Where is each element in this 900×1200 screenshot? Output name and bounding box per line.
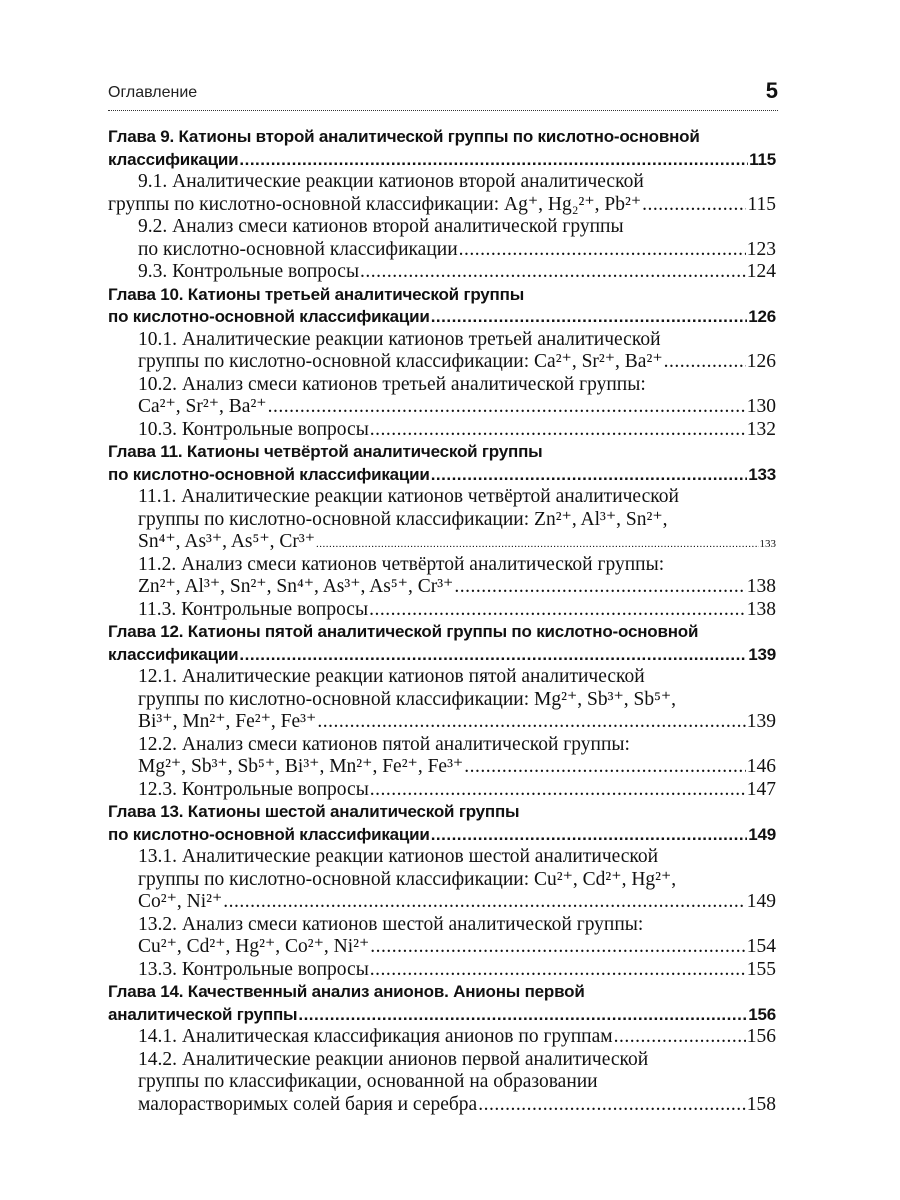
section-title: малорастворимых солей бария и серебра xyxy=(138,1093,478,1115)
page-ref: 138 xyxy=(746,598,776,620)
page-number: 5 xyxy=(765,78,778,103)
section-title: 13.2. Анализ смеси катионов шестой аналитической группы: xyxy=(138,913,644,935)
section-title: Оглавление xyxy=(108,84,198,101)
toc-entry xyxy=(108,1094,776,1117)
page-ref: 132 xyxy=(746,418,776,440)
page-ref: 138 xyxy=(746,576,776,597)
section-title: 10.3. Контрольные вопросы xyxy=(138,418,369,440)
page-ref: 126 xyxy=(748,307,776,326)
page-header xyxy=(108,80,778,111)
toc-section-13-2[interactable] xyxy=(108,914,776,959)
page-ref: 115 xyxy=(749,149,776,169)
section-title: 11.3. Контрольные вопросы xyxy=(138,598,369,620)
toc-entry xyxy=(108,306,776,329)
chapter-title: по кислотно-основной классификации xyxy=(108,307,430,326)
toc-section-12-3[interactable] xyxy=(108,779,776,802)
section-title: Bi³⁺, Mn²⁺, Fe²⁺, Fe³⁺ xyxy=(138,711,317,732)
toc-chapter-12[interactable] xyxy=(108,621,776,666)
toc-section-14-1[interactable] xyxy=(108,1026,776,1049)
chapter-title: по кислотно-основной классификации xyxy=(108,464,430,484)
chapter-title: Глава 10. Катионы третьей аналитической группы xyxy=(108,284,525,304)
toc-entry xyxy=(108,891,776,914)
page-ref: 156 xyxy=(748,1004,776,1024)
section-title: Mg²⁺, Sb³⁺, Sb⁵⁺, Bi³⁺, Mn²⁺, Fe²⁺, Fe³⁺ xyxy=(138,756,464,777)
chapter-title: классификации xyxy=(108,149,239,169)
chapter-title: Глава 14. Качественный анализ анионов. Анионы первой xyxy=(108,982,585,1001)
chapter-title: Глава 11. Катионы четвёртой аналитической группы xyxy=(108,442,543,461)
toc-section-11-2[interactable] xyxy=(108,554,776,599)
page-ref: 124 xyxy=(746,261,776,282)
chapter-title: классификации xyxy=(108,644,239,664)
page-ref: 139 xyxy=(746,711,776,732)
chapter-title: Глава 9. Катионы второй аналитической группы по кислотно-основной xyxy=(108,127,700,146)
section-title: 11.1. Аналитические реакции катионов четвёртой аналитической xyxy=(138,486,679,507)
toc-section-10-3[interactable] xyxy=(108,419,776,442)
page-ref: 130 xyxy=(746,396,776,417)
section-title: 9.3. Контрольные вопросы xyxy=(138,261,360,282)
section-title: 13.1. Аналитические реакции катионов шестой аналитической xyxy=(138,846,659,867)
toc-section-12-1[interactable] xyxy=(108,666,776,734)
toc-entry xyxy=(108,1026,776,1049)
page-ref: 133 xyxy=(759,538,776,550)
section-title: 14.2. Аналитические реакции анионов первой аналитической xyxy=(138,1048,649,1070)
toc-section-9-2[interactable] xyxy=(108,216,776,261)
toc-section-9-3[interactable] xyxy=(108,261,776,284)
toc-entry xyxy=(108,351,776,374)
page-ref: 155 xyxy=(746,958,776,980)
toc-entry xyxy=(108,756,776,779)
section-title: Ca²⁺, Sr²⁺, Ba²⁺ xyxy=(138,396,267,417)
section-title: 9.1. Аналитические реакции катионов второй аналитической xyxy=(138,171,644,192)
section-title: 12.1. Аналитические реакции катионов пятой аналитической xyxy=(138,666,645,687)
page-ref: 146 xyxy=(746,756,776,777)
section-title: 10.1. Аналитические реакции катионов третьей аналитической xyxy=(138,328,661,350)
page-ref: 139 xyxy=(748,644,776,664)
toc-section-14-2[interactable] xyxy=(108,1049,776,1117)
toc-entry xyxy=(108,1004,776,1027)
toc-section-11-1[interactable] xyxy=(108,486,776,554)
section-title: Co²⁺, Ni²⁺ xyxy=(138,891,223,912)
toc-entry xyxy=(108,824,776,847)
section-title: 14.1. Аналитическая классификация анионов по группам xyxy=(138,1026,613,1047)
section-title: 12.2. Анализ смеси катионов пятой аналитической группы: xyxy=(138,733,630,755)
toc-entry xyxy=(108,779,776,802)
section-title: группы по кислотно-основной классификации: Ag⁺, Hg₂²⁺, Pb²⁺ xyxy=(108,193,642,215)
toc-chapter-13[interactable] xyxy=(108,801,776,846)
toc-entry xyxy=(108,149,776,172)
page-ref: 133 xyxy=(748,464,776,484)
toc-entry xyxy=(108,464,776,487)
toc-chapter-10[interactable] xyxy=(108,284,776,329)
chapter-title: Глава 12. Катионы пятой аналитической группы по кислотно-основной xyxy=(108,622,699,641)
toc-entry xyxy=(108,959,776,982)
section-title: Zn²⁺, Al³⁺, Sn²⁺, Sn⁴⁺, As³⁺, As⁵⁺, Cr³⁺ xyxy=(138,576,454,597)
section-title: группы по кислотно-основной классификации: Ca²⁺, Sr²⁺, Ba²⁺ xyxy=(138,351,663,372)
section-title: 11.2. Анализ смеси катионов четвёртой аналитической группы: xyxy=(138,553,665,575)
page-ref: 115 xyxy=(747,193,776,215)
toc-section-11-3[interactable] xyxy=(108,599,776,622)
section-title: группы по кислотно-основной классификации: Cu²⁺, Cd²⁺, Hg²⁺, xyxy=(138,868,677,890)
section-title: Sn⁴⁺, As³⁺, As⁵⁺, Cr³⁺ xyxy=(138,531,315,552)
toc-entry xyxy=(108,261,776,284)
toc-chapter-11[interactable] xyxy=(108,441,776,486)
toc-section-12-2[interactable] xyxy=(108,734,776,779)
toc-section-10-2[interactable] xyxy=(108,374,776,419)
toc-chapter-14[interactable] xyxy=(108,981,776,1026)
chapter-title: аналитической группы xyxy=(108,1004,298,1024)
page-ref: 147 xyxy=(746,778,776,800)
section-title: 13.3. Контрольные вопросы xyxy=(138,958,369,980)
toc-entry xyxy=(108,936,776,959)
section-title: 12.3. Контрольные вопросы xyxy=(138,778,369,800)
page-ref: 149 xyxy=(746,891,776,912)
chapter-title: Глава 13. Катионы шестой аналитической группы xyxy=(108,802,520,821)
section-title: группы по кислотно-основной классификации: Mg²⁺, Sb³⁺, Sb⁵⁺, xyxy=(138,688,677,710)
toc-entry xyxy=(108,711,776,734)
toc-section-10-1[interactable] xyxy=(108,329,776,374)
toc-section-13-3[interactable] xyxy=(108,959,776,982)
toc-section-13-1[interactable] xyxy=(108,846,776,914)
page-ref: 154 xyxy=(746,936,776,957)
toc-entry xyxy=(108,194,776,217)
table-of-contents xyxy=(108,126,776,1116)
section-title: группы по кислотно-основной классификации: Zn²⁺, Al³⁺, Sn²⁺, xyxy=(138,508,668,530)
page-ref: 126 xyxy=(746,351,776,372)
section-title: 9.2. Анализ смеси катионов второй аналитической группы xyxy=(138,216,624,237)
toc-chapter-9[interactable] xyxy=(108,126,776,171)
page-ref: 156 xyxy=(746,1026,776,1047)
section-title: группы по классификации, основанной на образовании xyxy=(138,1071,598,1092)
toc-entry xyxy=(108,239,776,262)
section-title: по кислотно-основной классификации xyxy=(138,238,458,260)
page-ref: 158 xyxy=(746,1093,776,1115)
toc-entry xyxy=(108,419,776,442)
page-ref: 123 xyxy=(746,238,776,260)
section-title: Cu²⁺, Cd²⁺, Hg²⁺, Co²⁺, Ni²⁺ xyxy=(138,936,370,957)
toc-entry xyxy=(108,576,776,599)
page-ref: 149 xyxy=(748,824,776,844)
toc-entry xyxy=(108,644,776,667)
toc-section-9-1[interactable] xyxy=(108,171,776,216)
toc-entry xyxy=(108,396,776,419)
toc-entry xyxy=(108,531,776,554)
chapter-title: по кислотно-основной классификации xyxy=(108,824,430,844)
toc-entry xyxy=(108,599,776,622)
section-title: 10.2. Анализ смеси катионов третьей аналитической группы: xyxy=(138,373,646,395)
